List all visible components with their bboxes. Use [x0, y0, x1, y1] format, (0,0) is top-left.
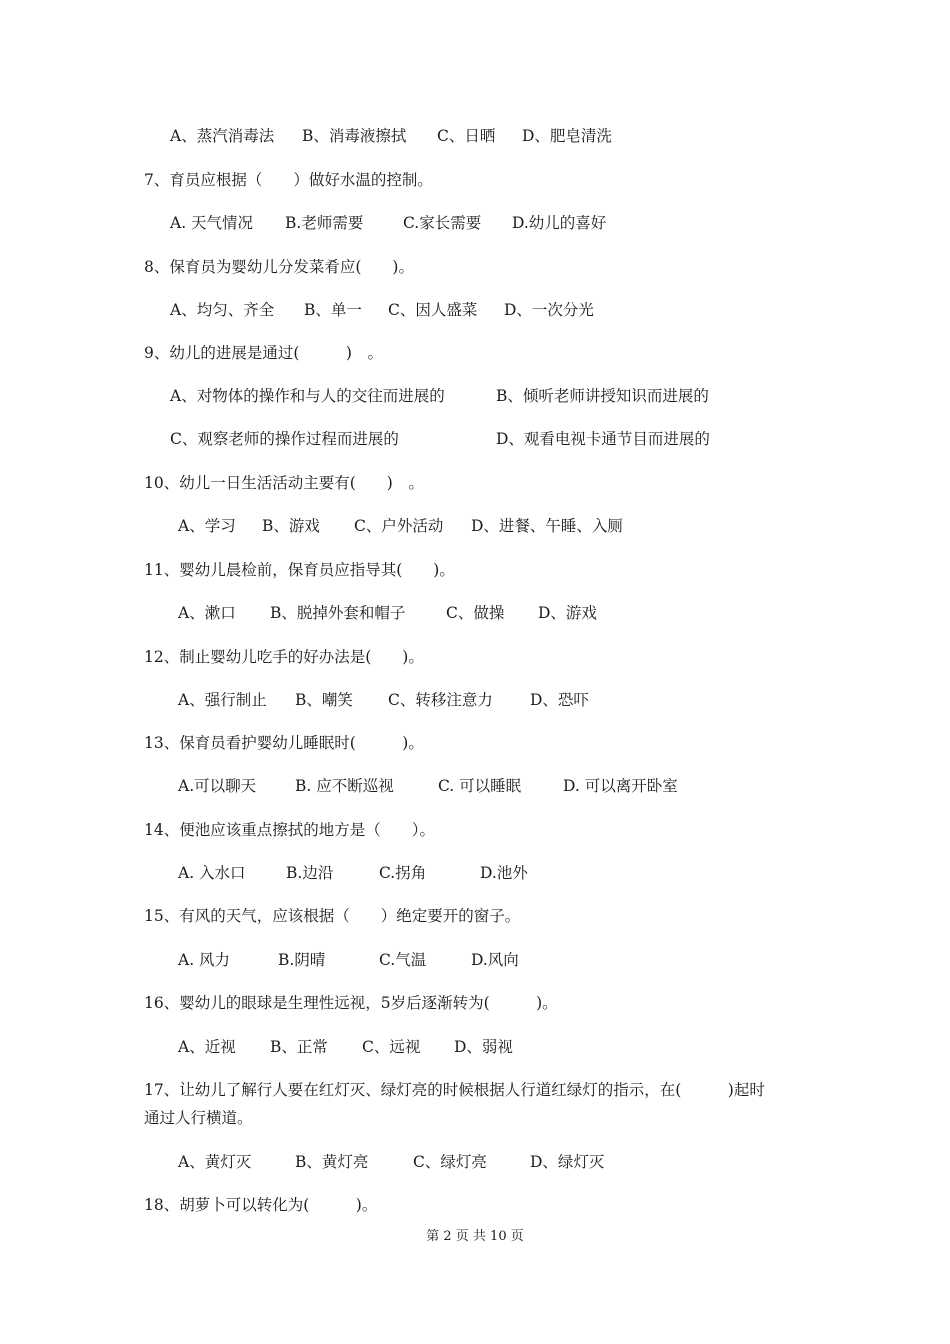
q14-option-b: B.边沿: [286, 864, 334, 882]
question-17-continued: 通过人行横道。: [144, 1109, 253, 1127]
q11-option-b: B、脱掉外套和帽子: [270, 604, 406, 622]
q17-option-d: D、绿灯灭: [530, 1153, 605, 1171]
question-7: 7、育员应根据（ ）做好水温的控制。: [144, 171, 433, 189]
question-14: 14、便池应该重点擦拭的地方是（ ）。: [144, 821, 435, 839]
q11-option-a: A、漱口: [178, 604, 236, 622]
q8-option-a: A、均匀、齐全: [170, 301, 275, 319]
q15-option-a: A. 风力: [178, 951, 231, 969]
q17-option-a: A、黄灯灭: [178, 1153, 252, 1171]
q13-option-c: C. 可以睡眠: [438, 777, 522, 795]
q10-option-d: D、进餐、午睡、入厕: [471, 517, 623, 535]
q17-option-b: B、黄灯亮: [295, 1153, 369, 1171]
q9-option-d: D、观看电视卡通节目而进展的: [496, 430, 710, 448]
q6-option-b: B、消毒液擦拭: [302, 127, 407, 145]
q7-option-d: D.幼儿的喜好: [512, 214, 607, 232]
q14-option-d: D.池外: [480, 864, 528, 882]
q8-option-d: D、一次分光: [504, 301, 594, 319]
q14-option-a: A. 入水口: [178, 864, 246, 882]
q17-option-c: C、绿灯亮: [413, 1153, 487, 1171]
question-18: 18、胡萝卜可以转化为( )。: [144, 1196, 378, 1214]
q14-option-c: C.拐角: [379, 864, 427, 882]
question-13: 13、保育员看护婴幼儿睡眠时( )。: [144, 734, 424, 752]
question-11: 11、婴幼儿晨检前，保育员应指导其( )。: [144, 561, 455, 579]
q15-option-c: C.气温: [379, 951, 427, 969]
q12-option-a: A、强行制止: [178, 691, 267, 709]
q11-option-c: C、做操: [446, 604, 505, 622]
question-10: 10、幼儿一日生活活动主要有( ) 。: [144, 474, 424, 492]
q12-option-b: B、嘲笑: [295, 691, 353, 709]
q13-option-b: B. 应不断巡视: [295, 777, 394, 795]
q16-option-a: A、近视: [178, 1038, 236, 1056]
q12-option-d: D、恐吓: [530, 691, 589, 709]
q10-option-b: B、游戏: [262, 517, 320, 535]
q8-option-b: B、单一: [304, 301, 362, 319]
q7-option-a: A. 天气情况: [170, 214, 254, 232]
q10-option-a: A、学习: [178, 517, 236, 535]
question-15: 15、有风的天气，应该根据（ ）绝定要开的窗子。: [144, 907, 521, 925]
q7-option-b: B.老师需要: [285, 214, 364, 232]
q6-option-a: A、蒸汽消毒法: [170, 127, 275, 145]
q10-option-c: C、户外活动: [354, 517, 444, 535]
q9-option-b: B、倾听老师讲授知识而进展的: [496, 387, 709, 405]
q6-option-d: D、肥皂清洗: [522, 127, 612, 145]
question-8: 8、保育员为婴幼儿分发菜肴应( )。: [144, 258, 414, 276]
page-footer: 第 2 页 共 10 页: [426, 1229, 524, 1244]
q13-option-a: A.可以聊天: [178, 777, 257, 795]
question-9: 9、幼儿的进展是通过( ) 。: [144, 344, 383, 362]
question-17: 17、让幼儿了解行人要在红灯灭、绿灯亮的时候根据人行道红绿灯的指示，在( )起时: [144, 1081, 765, 1099]
q7-option-c: C.家长需要: [403, 214, 482, 232]
q11-option-d: D、游戏: [538, 604, 597, 622]
q12-option-c: C、转移注意力: [388, 691, 493, 709]
question-16: 16、婴幼儿的眼球是生理性远视，5岁后逐渐转为( )。: [144, 994, 558, 1012]
question-12: 12、制止婴幼儿吃手的好办法是( )。: [144, 648, 424, 666]
q16-option-d: D、弱视: [454, 1038, 513, 1056]
q15-option-b: B.阴晴: [278, 951, 326, 969]
q8-option-c: C、因人盛菜: [388, 301, 478, 319]
q6-option-c: C、日晒: [437, 127, 496, 145]
q16-option-c: C、远视: [362, 1038, 421, 1056]
q9-option-c: C、观察老师的操作过程而进展的: [170, 430, 399, 448]
q15-option-d: D.风向: [471, 951, 519, 969]
q13-option-d: D. 可以离开卧室: [563, 777, 678, 795]
q16-option-b: B、正常: [270, 1038, 328, 1056]
q9-option-a: A、对物体的操作和与人的交往而进展的: [170, 387, 445, 405]
